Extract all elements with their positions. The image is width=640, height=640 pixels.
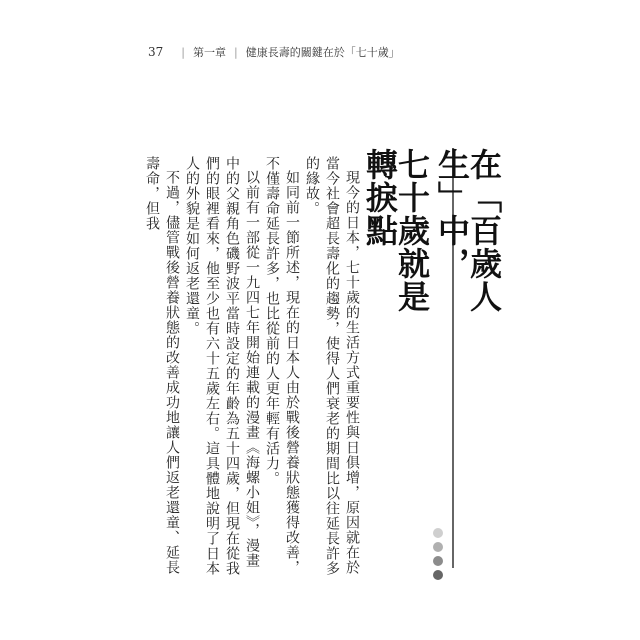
decorative-dots [433,528,445,580]
dot-icon [433,542,443,552]
body-text [144,156,362,576]
paragraph: 不過，儘管戰後營養狀態的改善成功地讓人們返老還童、延長壽命，但我 [144,156,180,575]
page-number: 37 [148,45,164,59]
section-subtitle: 健康長壽的關鍵在於「七十歲」 [245,46,400,59]
dot-icon [433,556,443,566]
paragraph: 如同前一節所述，現在的日本人由於戰後營養狀態獲得改善，不僅壽命延長許多，也比從前的人更年輕有活力。 [264,156,300,575]
running-header [148,44,400,60]
chapter-label: 第一章 [193,46,226,59]
paragraph: 現今的日本，七十歲的生活方式重要性與日俱增，原因就在於當今社會超長壽化的趨勢，使得人們衰老的期間比以往延長許多的緣故。 [304,156,360,576]
section-title [361,148,503,338]
header-separator: | [234,45,238,59]
header-separator: | [181,45,185,59]
dot-icon [433,570,443,580]
title-line-1: 在「百歲人生」中， [433,148,503,313]
dot-icon [433,528,443,538]
title-line-2: 七十歲就是轉捩點 [361,148,431,313]
paragraph: 以前有一部從一九四七年開始連載的漫畫《海螺小姐》，漫畫中的父親角色磯野波平當時設定的年齡為五十四歲，但現在從我們的眼裡看來，他至少也有六十五歲左右。這具體地說明了日本人的外貌是如何返老還童。 [184,156,260,576]
